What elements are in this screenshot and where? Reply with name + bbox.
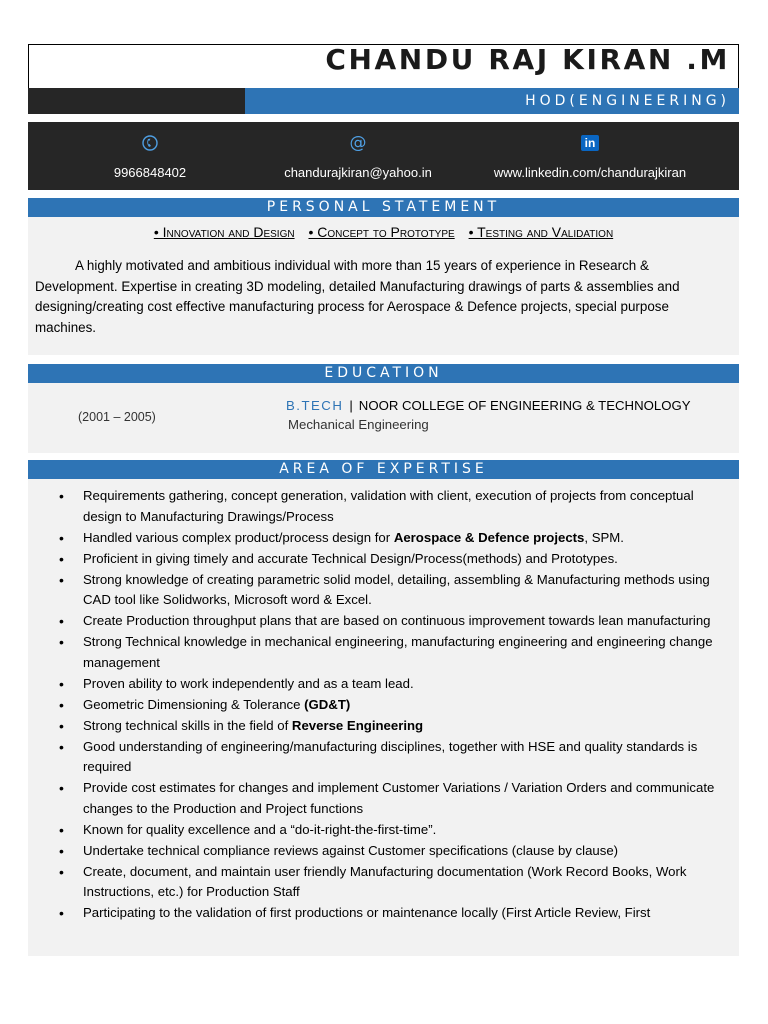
expertise-item: • Proven ability to work independently and as a team lead.	[28, 674, 739, 695]
contact-phone	[70, 122, 230, 190]
degree: B.TECH	[286, 398, 344, 413]
contact-bar	[28, 122, 739, 190]
expertise-list	[28, 486, 739, 924]
name-box	[28, 44, 739, 89]
separator: |	[349, 398, 353, 413]
education-heading: EDUCATION	[28, 364, 739, 383]
expertise-item: • Create Production throughput plans that are based on continuous improvement towards lean manufacturing	[28, 611, 739, 632]
highlight-item: • Concept to Prototype	[308, 224, 455, 240]
expertise-item: • Provide cost estimates for changes and implement Customer Variations / Variation Orders and communicate changes to the Production and Project functions	[28, 778, 739, 819]
expertise-item: • Strong knowledge of creating parametric solid model, detailing, assembling & Manufacturing methods using CAD tool like Solidworks, Microsoft word & Excel.	[28, 570, 739, 611]
highlight-item: • Innovation and Design	[153, 224, 295, 240]
linkedin-icon: in	[480, 132, 700, 154]
phone-number[interactable]: 9966848402	[113, 165, 187, 180]
expertise-item: • Strong technical skills in the field of Reverse Engineering	[28, 716, 739, 737]
statement-text: A highly motivated and ambitious individual with more than 15 years of experience in Research & Development. Expertise in creating 3D modeling, detailed Manufacturing drawings of parts & assemblies and designing/creating cost effective manufacturing process for Aerospace & Defence projects, special purpose machines.	[35, 258, 680, 335]
candidate-role: HOD(ENGINEERING)	[525, 93, 730, 109]
education-line	[286, 398, 691, 413]
at-icon: @	[349, 133, 367, 153]
expertise-item: • Good understanding of engineering/manufacturing disciplines, together with HSE and quality standards is required	[28, 737, 739, 778]
contact-linkedin	[480, 122, 700, 190]
expertise-item: • Geometric Dimensioning & Tolerance (GD&T)	[28, 695, 739, 716]
college-name: NOOR COLLEGE OF ENGINEERING & TECHNOLOGY	[358, 398, 691, 413]
expertise-item: • Participating to the validation of first productions or maintenance locally (First Article Review, First	[28, 903, 739, 924]
linkedin-url[interactable]: www.linkedin.com/chandurajkiran	[493, 165, 687, 180]
expertise-item: • Strong Technical knowledge in mechanical engineering, manufacturing engineering and engineering change management	[28, 632, 739, 673]
phone-icon	[70, 132, 230, 154]
expertise-item: • Known for quality excellence and a “do-it-right-the-first-time”.	[28, 820, 739, 841]
email-address[interactable]: chandurajkiran@yahoo.in	[284, 165, 432, 180]
personal-statement-heading: PERSONAL STATEMENT	[28, 198, 739, 217]
highlights	[28, 224, 739, 240]
education-years: (2001 – 2005)	[78, 410, 156, 424]
expertise-heading: AREA OF EXPERTISE	[28, 460, 739, 479]
education-branch: Mechanical Engineering	[288, 417, 429, 432]
expertise-item: • Create, document, and maintain user friendly Manufacturing documentation (Work Record Books, Work Instructions, etc.) for Production Staff	[28, 862, 739, 903]
expertise-item: • Proficient in giving timely and accurate Technical Design/Process(methods) and Prototypes.	[28, 549, 739, 570]
expertise-item: • Handled various complex product/process design for Aerospace & Defence projects, SPM.	[28, 528, 739, 549]
expertise-item: • Requirements gathering, concept generation, validation with client, execution of projects from conceptual design to Manufacturing Drawings/Process	[28, 486, 739, 527]
contact-email	[258, 122, 458, 190]
expertise-item: • Undertake technical compliance reviews against Customer specifications (clause by clause)	[28, 841, 739, 862]
candidate-name: CHANDU RAJ KIRAN .M	[325, 43, 730, 76]
highlight-item: • Testing and Validation	[468, 224, 614, 240]
